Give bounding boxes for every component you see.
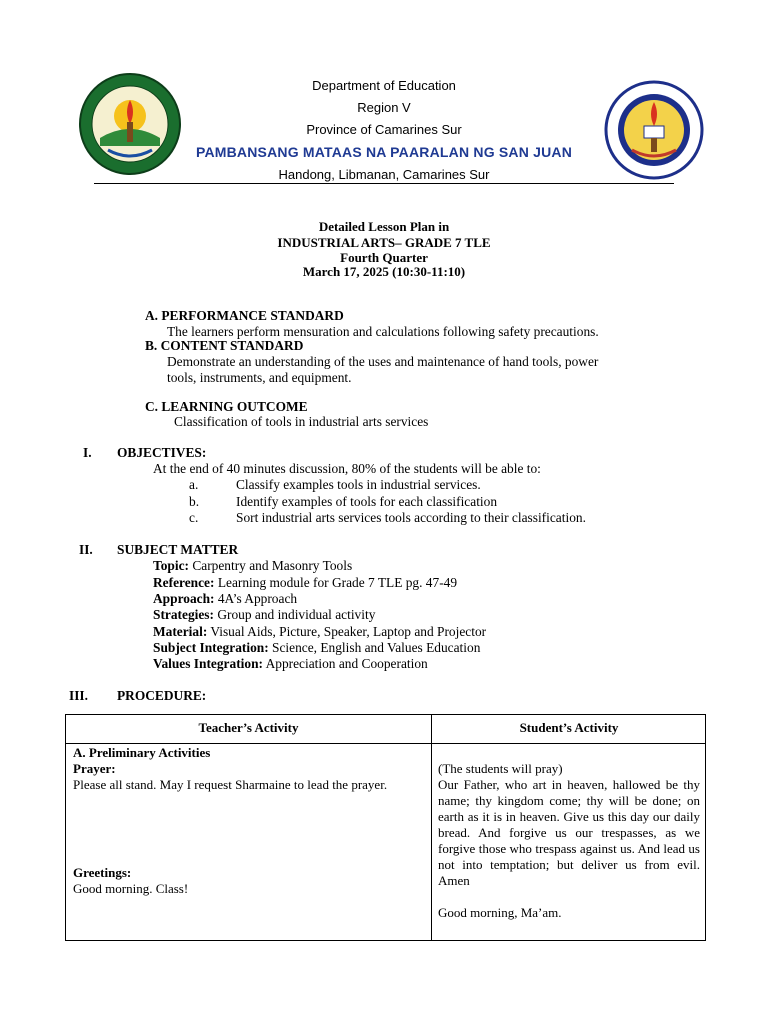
row-label: Approach: <box>153 591 215 606</box>
header-department: Department of Education <box>312 78 456 93</box>
teacher-greetings-cell <box>73 865 424 897</box>
greetings-label: Greetings: <box>73 865 132 880</box>
subject-matter-row-reference <box>153 575 457 591</box>
objective-letter-a: a. <box>189 477 199 492</box>
row-value: Carpentry and Masonry Tools <box>188 558 353 573</box>
lesson-plan-title: Detailed Lesson Plan in <box>318 219 450 234</box>
learning-outcome-text: Classification of tools in industrial arts services <box>174 414 429 429</box>
row-label: Material: <box>153 624 208 639</box>
subject-matter-row-material <box>153 624 486 640</box>
row-label: Strategies: <box>153 607 214 622</box>
row-value: Learning module for Grade 7 TLE pg. 47-49 <box>214 575 458 590</box>
objective-text-c: Sort industrial arts services tools according to their classification. <box>236 510 586 525</box>
subject-matter-number: II. <box>79 542 93 557</box>
table-column-divider <box>431 715 432 940</box>
row-value: Science, English and Values Education <box>268 640 481 655</box>
content-standard-heading: B. CONTENT STANDARD <box>145 338 304 353</box>
subject-matter-row-subject-integration <box>153 640 480 656</box>
subject-matter-row-topic <box>153 558 352 574</box>
row-label: Topic: <box>153 558 189 573</box>
performance-standard-heading: A. PERFORMANCE STANDARD <box>145 308 344 323</box>
content-standard-text-2: tools, instruments, and equipment. <box>167 370 352 385</box>
row-value: Appreciation and Cooperation <box>262 656 428 671</box>
row-label: Values Integration: <box>153 656 263 671</box>
student-prayer-text: Our Father, who art in heaven, hallowed be thy name; thy kingdom come; thy will be done; on earth as it is in heaven. Give us this day our daily bread. And forgive us our trespasses, as we forgive those who trespass against us. And lead us not into temptation; but deliver us from evil. Amen <box>438 777 700 888</box>
lesson-plan-quarter: Fourth Quarter <box>340 250 428 265</box>
student-activity-header: Student’s Activity <box>519 720 619 735</box>
performance-standard-text: The learners perform mensuration and calculations following safety precautions. <box>167 324 599 339</box>
subject-matter-row-values-integration <box>153 656 428 672</box>
subject-matter-heading: SUBJECT MATTER <box>117 542 239 557</box>
teacher-activity-header: Teacher’s Activity <box>198 720 299 735</box>
header-address: Handong, Libmanan, Camarines Sur <box>278 167 490 182</box>
student-pray-note: (The students will pray) <box>438 761 563 776</box>
objective-text-a: Classify examples tools in industrial services. <box>236 477 481 492</box>
prayer-label: Prayer: <box>73 761 116 776</box>
learning-outcome-heading: C. LEARNING OUTCOME <box>145 399 308 414</box>
header-region: Region V <box>357 100 411 115</box>
greetings-teacher-text: Good morning. Class! <box>73 881 189 896</box>
student-greeting-text: Good morning, Ma’am. <box>438 905 562 920</box>
procedure-table <box>65 714 706 941</box>
student-activity-cell <box>438 761 700 921</box>
row-label: Subject Integration: <box>153 640 269 655</box>
objectives-number: I. <box>83 445 92 460</box>
lesson-plan-date: March 17, 2025 (10:30-11:10) <box>302 264 466 279</box>
objectives-intro: At the end of 40 minutes discussion, 80% of the students will be able to: <box>153 461 541 476</box>
subject-matter-row-strategies <box>153 607 375 623</box>
objective-text-b: Identify examples of tools for each classification <box>236 494 498 509</box>
prayer-instruction: Please all stand. May I request Sharmaine to lead the prayer. <box>73 777 388 792</box>
objective-letter-c: c. <box>189 510 199 525</box>
header-province: Province of Camarines Sur <box>306 122 462 137</box>
subject-matter-row-approach <box>153 591 297 607</box>
procedure-number: III. <box>69 688 88 703</box>
objectives-heading: OBJECTIVES: <box>117 445 207 460</box>
procedure-heading: PROCEDURE: <box>117 688 207 703</box>
row-value: Visual Aids, Picture, Speaker, Laptop and Projector <box>207 624 487 639</box>
preliminary-activities-heading: A. Preliminary Activities <box>73 745 211 760</box>
objective-letter-b: b. <box>189 494 200 509</box>
row-label: Reference: <box>153 575 215 590</box>
content-standard-text-1: Demonstrate an understanding of the uses and maintenance of hand tools, power <box>167 354 599 369</box>
teacher-activity-cell <box>73 745 424 793</box>
lesson-plan-subject: INDUSTRIAL ARTS– GRADE 7 TLE <box>277 235 491 250</box>
header-divider <box>94 183 674 184</box>
row-value: 4A’s Approach <box>214 591 298 606</box>
header-school-name: PAMBANSANG MATAAS NA PAARALAN NG SAN JUAN <box>195 144 573 160</box>
row-value: Group and individual activity <box>213 607 376 622</box>
